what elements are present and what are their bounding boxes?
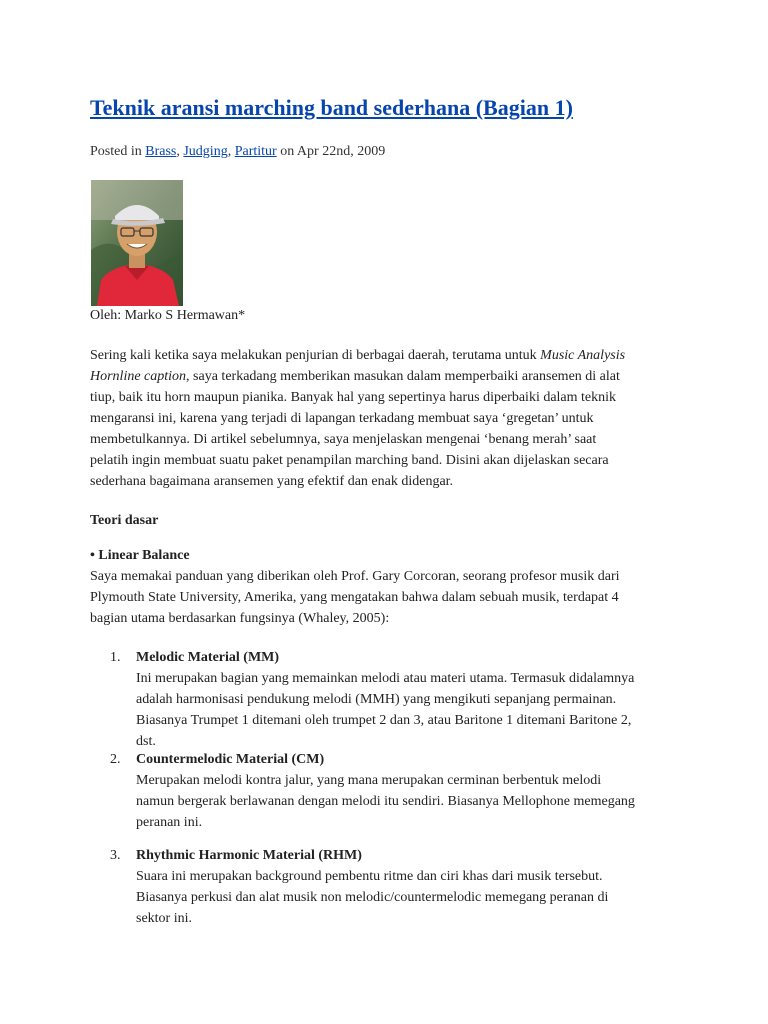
list-body — [136, 647, 696, 752]
meta-sep: , — [176, 144, 184, 159]
list-item-line: Merupakan melodi kontra jalur, yang mana merupakan cerminan berbentuk melodi — [136, 773, 602, 788]
intro-text: Sering kali ketika saya melakukan penjurian di berbagai daerah, terutama untuk — [90, 348, 541, 363]
category-link-judging[interactable]: Judging — [183, 144, 228, 159]
post-meta — [90, 141, 385, 162]
intro-paragraph — [90, 345, 690, 492]
meta-prefix: Posted in — [90, 144, 146, 159]
list-number: 1. — [110, 650, 121, 665]
list-body — [136, 749, 696, 833]
list-item-line: peranan ini. — [136, 815, 203, 830]
theory-line: Saya memakai panduan yang diberikan oleh Prof. Gary Corcoran, seorang profesor musik dari — [90, 569, 620, 584]
list-item-title: Melodic Material (MM) — [136, 650, 280, 665]
intro-line: tiup, baik itu horn maupun pianika. Banyak hal yang sepertinya harus diperbaiki dalam teknik — [90, 390, 617, 405]
list-number: 3. — [110, 848, 121, 863]
theory-line: Plymouth State University, Amerika, yang mengatakan bahwa dalam sebuah musik, terdapat 4 — [90, 590, 619, 605]
list-number: 2. — [110, 752, 121, 767]
author-photo — [91, 180, 183, 306]
intro-line: pelatih ingin membuat suatu paket penampilan marching band. Disini akan dijelaskan secara — [90, 453, 609, 468]
list-item-line: Biasanya Trumpet 1 ditemani oleh trumpet 2 dan 3, atau Baritone 1 ditemani Baritone 2, — [136, 713, 632, 728]
meta-sep: , — [227, 144, 235, 159]
post-title — [90, 94, 573, 122]
section-heading: Teori dasar — [90, 513, 159, 528]
list-body — [136, 845, 696, 929]
list-item-title: Rhythmic Harmonic Material (RHM) — [136, 848, 362, 863]
list-item-line: namun bergerak berlawanan dengan melodi itu sendiri. Biasanya Mellophone memegang — [136, 794, 635, 809]
intro-line: mengaransi ini, karena yang terjadi di lapangan terkadang membuat saya ‘gregetan’ untuk — [90, 411, 594, 426]
subsection-heading: • Linear Balance — [90, 548, 190, 563]
list-item-line: sektor ini. — [136, 911, 192, 926]
intro-line — [90, 345, 690, 366]
list-item-line: dst. — [136, 734, 156, 749]
post-title-link[interactable]: Teknik aransi marching band sederhana (Bagian 1) — [90, 95, 573, 120]
category-link-brass[interactable]: Brass — [145, 144, 177, 159]
intro-emphasis: Music Analysis — [540, 348, 626, 363]
intro-line: sederhana bagaimana aransemen yang efektif dan enak didengar. — [90, 474, 454, 489]
author-photo-image — [91, 180, 183, 306]
intro-emphasis: Hornline caption — [90, 369, 187, 384]
theory-paragraph — [90, 566, 690, 629]
list-item-line: adalah harmonisasi pendukung melodi (MMH) yang mengikuti sepanjang permainan. — [136, 692, 617, 707]
meta-date: on Apr 22nd, 2009 — [276, 144, 386, 159]
list-item-line: Biasanya perkusi dan alat musik non melodic/countermelodic memegang peranan di — [136, 890, 609, 905]
intro-text: , saya terkadang memberikan masukan dalam memperbaiki aransemen di alat — [186, 369, 620, 384]
intro-line: membetulkannya. Di artikel sebelumnya, saya menjelaskan mengenai ‘benang merah’ saat — [90, 432, 597, 447]
list-item-line: Suara ini merupakan background pembentu ritme dan ciri khas dari musik tersebut. — [136, 869, 603, 884]
category-link-partitur[interactable]: Partitur — [234, 144, 277, 159]
intro-line — [90, 366, 690, 387]
theory-line: bagian utama berdasarkan fungsinya (Whaley, 2005): — [90, 611, 390, 626]
author-byline: Oleh: Marko S Hermawan* — [90, 308, 246, 323]
list-item-line: Ini merupakan bagian yang memainkan melodi atau materi utama. Termasuk didalamnya — [136, 671, 635, 686]
list-item-title: Countermelodic Material (CM) — [136, 752, 325, 767]
